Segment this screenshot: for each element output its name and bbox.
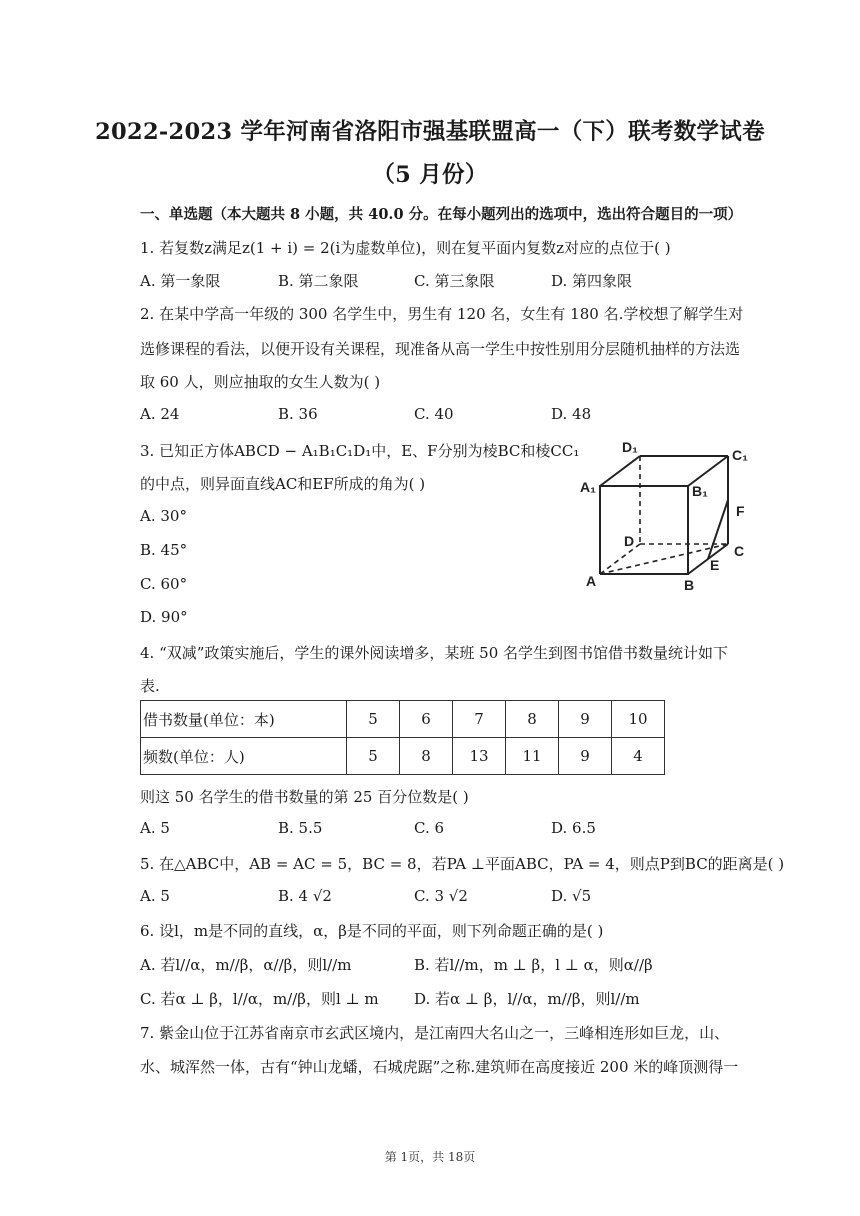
question-6-stem: 6. 设l，m是不同的直线，α，β是不同的平面，则下列命题正确的是( ) [140,922,604,940]
q5-option-d: D. √5 [551,887,592,905]
question-3-stem-line1: 3. 已知正方体ABCD − A₁B₁C₁D₁中，E、F分别为棱BC和棱CC₁ [140,442,580,460]
table-cell: 9 [559,738,612,775]
q2-option-a: A. 24 [140,405,180,423]
section-heading: 一、单选题（本大题共 8 小题，共 40.0 分。在每小题列出的选项中，选出符合题目的一项） [140,206,743,223]
exam-subtitle: （5 月份） [372,162,488,188]
table-cell: 4 [612,738,665,775]
q1-option-b: B. 第二象限 [278,272,359,290]
question-1-stem: 1. 若复数z满足z(1 + i) = 2(i为虚数单位)，则在复平面内复数z对应的点位于( ) [140,239,671,257]
question-7-stem-line2: 水、城浑然一体，古有“钟山龙蟠，石城虎踞”之称.建筑师在高度接近 200 米的峰顶测得一 [140,1058,739,1076]
label-c: C [734,543,745,559]
question-7-stem-line1: 7. 紫金山位于江苏省南京市玄武区境内，是江南四大名山之一，三峰相连形如巨龙，山、 [140,1024,730,1042]
q1-option-c: C. 第三象限 [414,272,495,290]
table-cell: 11 [506,738,559,775]
page-footer: 第 1页，共 18页 [384,1150,476,1164]
table-cell: 10 [612,701,665,738]
q4-option-b: B. 5.5 [278,819,323,837]
q3-option-d: D. 90° [140,608,188,626]
table-cell: 7 [453,701,506,738]
exam-title: 2022-2023 学年河南省洛阳市强基联盟高一（下）联考数学试卷 [95,119,765,145]
label-a: A [586,573,597,589]
q6-option-a: A. 若l//α，m//β，α//β，则l//m [140,956,352,974]
table-cell: 9 [559,701,612,738]
question-4-stem-line2: 表. [140,677,160,695]
table-cell: 5 [347,701,400,738]
q2-option-d: D. 48 [551,405,592,423]
q4-option-c: C. 6 [414,819,445,837]
q3-option-a: A. 30° [140,507,187,525]
table-cell: 5 [347,738,400,775]
q2-option-c: C. 40 [414,405,454,423]
table-cell: 8 [506,701,559,738]
q3-option-b: B. 45° [140,541,188,559]
question-5-stem: 5. 在△ABC中，AB = AC = 5，BC = 8，若PA ⊥平面ABC，PA = 4，则点P到BC的距离是( ) [140,855,785,873]
label-a1: A₁ [580,479,596,495]
q1-option-d: D. 第四象限 [551,272,633,290]
q6-option-b: B. 若l//m，m ⊥ β，l ⊥ α，则α//β [414,956,653,974]
table-row [141,701,665,738]
table-row-header: 借书数量(单位：本) [141,701,347,738]
table-cell: 8 [400,738,453,775]
table-cell: 13 [453,738,506,775]
q3-option-c: C. 60° [140,575,188,593]
table-cell: 6 [400,701,453,738]
table-row-header: 频数(单位：人) [141,738,347,775]
table-row [141,738,665,775]
q5-option-c: C. 3 √2 [414,887,468,905]
q6-option-d: D. 若α ⊥ β，l//α，m//β，则l//m [414,990,640,1008]
label-c1: C₁ [732,447,748,463]
label-d1: D₁ [622,439,638,455]
question-2-stem-line3: 取 60 人，则应抽取的女生人数为( ) [140,373,381,391]
q2-option-b: B. 36 [278,405,318,423]
cube-figure [578,434,758,594]
q1-option-a: A. 第一象限 [140,272,221,290]
label-b: B [684,577,695,593]
question-4-question: 则这 50 名学生的借书数量的第 25 百分位数是( ) [140,788,469,806]
q5-option-a: A. 5 [140,887,170,905]
question-2-stem-line1: 2. 在某中学高一年级的 300 名学生中，男生有 120 名，女生有 180 名.学校想了解学生对 [140,305,744,323]
label-d: D [624,533,635,549]
label-e: E [710,557,720,573]
q4-option-d: D. 6.5 [551,819,596,837]
label-b1: B₁ [692,483,708,499]
borrow-table [140,700,665,775]
label-f: F [736,503,745,519]
question-2-stem-line2: 选修课程的看法，以便开设有关课程，现准备从高一学生中按性别用分层随机抽样的方法选 [140,340,741,358]
question-3-stem-line2: 的中点，则异面直线AC和EF所成的角为( ) [140,475,426,493]
question-4-stem-line1: 4. “双减”政策实施后，学生的课外阅读增多，某班 50 名学生到图书馆借书数量统计如下 [140,644,729,662]
q5-option-b: B. 4 √2 [278,887,332,905]
q6-option-c: C. 若α ⊥ β，l//α，m//β，则l ⊥ m [140,990,379,1008]
q4-option-a: A. 5 [140,819,170,837]
